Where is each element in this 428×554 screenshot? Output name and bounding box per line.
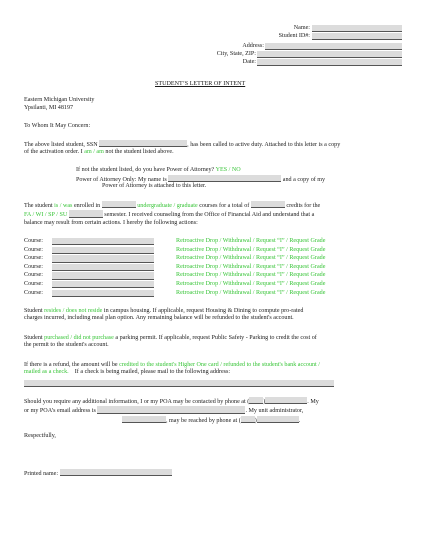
- course-action-option[interactable]: Retroactive Drop / Withdrawal / Request “I” / Request Grade: [176, 255, 326, 262]
- admin-phone-number-field[interactable]: [254, 416, 299, 425]
- printed-name-line: [24, 469, 172, 478]
- p6-text-c: . My: [307, 399, 319, 406]
- p2-text-e: semester. I received counseling from the Office of Financial Aid and understand that a: [104, 212, 315, 219]
- credits-field[interactable]: [251, 201, 285, 208]
- p4-text-b: a parking permit. If applicable, request Public Safety - Parking to credit the cost of: [115, 335, 317, 341]
- course-label: Course:: [24, 238, 43, 244]
- student-id-field[interactable]: [312, 33, 402, 40]
- poa-question-text: If not the student listed, do you have Power of Attorney?: [76, 167, 215, 173]
- p1-text-a: The above listed student, SSN: [24, 142, 98, 149]
- unit-admin-field[interactable]: [122, 416, 166, 423]
- poa-copy-text: and a copy of my: [282, 177, 326, 184]
- course-label: Course:: [24, 255, 43, 262]
- p6-text-g: ): [254, 418, 257, 425]
- p6-text-a: Should you require any additional information, I or my POA may be contacted by phone at (: [24, 399, 250, 406]
- course-action-option[interactable]: Retroactive Drop / Withdrawal / Request “I” / Request Grade: [176, 281, 326, 287]
- activation-paragraph: [24, 140, 409, 157]
- city-state-zip-field[interactable]: [257, 51, 402, 58]
- phone-number-field[interactable]: [265, 397, 307, 404]
- ssn-field[interactable]: [99, 140, 187, 147]
- housing-option[interactable]: resides / does not reside: [44, 308, 103, 314]
- course-label: Course:: [24, 289, 43, 296]
- refund-option-1[interactable]: credited to the student's Higher One card / refunded to the student's bank account /: [119, 362, 320, 368]
- contact-paragraph: [24, 397, 409, 425]
- refund-paragraph: [24, 362, 409, 376]
- course-field[interactable]: [52, 238, 154, 245]
- p1-text-b: , has been called to active duty. Attached to this letter is a copy: [187, 142, 341, 149]
- p4-text-a: Student: [24, 335, 43, 341]
- p6-text-b: ): [263, 399, 266, 406]
- p6-text-e: . My unit administrator,: [245, 408, 304, 415]
- is-was-option[interactable]: is / was: [54, 203, 73, 210]
- enrolled-field[interactable]: [102, 201, 136, 208]
- p6-text-d: or my POA’s email address is: [24, 408, 96, 415]
- p2-text-a: The student: [24, 203, 53, 210]
- poa-yes-no-option[interactable]: YES / NO: [215, 167, 241, 173]
- p2-text-c: courses for a total of: [199, 203, 250, 210]
- date-field[interactable]: [257, 59, 402, 66]
- date-label: Date:: [242, 59, 256, 65]
- am-option[interactable]: am / am: [84, 149, 104, 156]
- course-field[interactable]: [52, 255, 154, 262]
- poa-attached-line: Power of Attorney is attached to this letter.: [102, 183, 207, 189]
- name-field[interactable]: [312, 25, 402, 32]
- letter-title: STUDENT’S LETTER OF INTENT: [155, 81, 246, 87]
- course-action-option[interactable]: Retroactive Drop / Withdrawal / Request “I” / Request Grade: [176, 289, 326, 296]
- p1-text-d: not the student listed above.: [105, 149, 174, 156]
- p5-text-a: If there is a refund, the amount will be: [24, 362, 118, 368]
- poa-name-text: Power of Attorney Only: My name is: [76, 177, 167, 184]
- course-field[interactable]: [52, 290, 154, 297]
- student-id-label: Student ID#:: [278, 33, 310, 39]
- p2-text-f: balance may result from certain actions. I hereby the following actions:: [24, 219, 198, 226]
- course-field[interactable]: [52, 264, 154, 271]
- phone-area-field[interactable]: [249, 397, 266, 406]
- poa-name-field[interactable]: [168, 175, 281, 182]
- p3-text-c: charges incurred, including meal plan option. Any remaining balance will be refunded to the student's account.: [24, 315, 294, 322]
- p3-text-a: Student: [24, 308, 43, 314]
- p1-text-c: of the activation order. I: [24, 149, 83, 156]
- city-state-zip-label: City, State, ZIP:: [216, 51, 256, 57]
- p2-text-b: enrolled in: [73, 203, 101, 210]
- course-field[interactable]: [52, 272, 154, 279]
- course-label: Course:: [24, 246, 43, 253]
- printed-name-field[interactable]: [60, 469, 172, 476]
- course-field[interactable]: [52, 247, 154, 254]
- housing-paragraph: [24, 308, 409, 322]
- p6-text-f: , may be reached by phone at (: [166, 418, 241, 425]
- semester-year-field[interactable]: [69, 210, 103, 217]
- email-field[interactable]: [97, 406, 245, 413]
- p6-text-h: .: [298, 418, 301, 425]
- p5-text-b: If a check is being mailed, please mail to the following address:: [74, 369, 231, 376]
- course-action-option[interactable]: Retroactive Drop / Withdrawal / Request “I” / Request Grade: [176, 238, 326, 244]
- address-label: Address:: [242, 43, 264, 49]
- course-action-option[interactable]: Retroactive Drop / Withdrawal / Request “I” / Request Grade: [176, 263, 326, 270]
- admin-phone-area-field[interactable]: [241, 416, 255, 423]
- parking-paragraph: [24, 335, 409, 349]
- course-label: Course:: [24, 272, 43, 279]
- salutation: To Whom It May Concern:: [24, 123, 91, 129]
- level-option[interactable]: undergraduate / graduate: [137, 203, 198, 210]
- course-action-option[interactable]: Retroactive Drop / Withdrawal / Request “I” / Request Grade: [176, 272, 326, 279]
- course-label: Course:: [24, 281, 43, 287]
- closing: Respectfully,: [24, 433, 56, 439]
- p2-text-d: credits for the: [286, 203, 321, 210]
- recipient-line-2: Ypsilanti, MI 48197: [24, 105, 74, 111]
- poa-question: [76, 167, 241, 174]
- p4-text-c: the permit to the student's account.: [24, 342, 109, 349]
- parking-option[interactable]: purchased / did not purchase: [44, 335, 114, 341]
- course-label: Course:: [24, 263, 43, 270]
- course-field[interactable]: [52, 281, 154, 288]
- address-field[interactable]: [265, 43, 402, 50]
- enrollment-paragraph: [24, 201, 409, 227]
- name-label: Name:: [293, 25, 310, 31]
- recipient-line-1: Eastern Michigan University: [24, 97, 95, 103]
- printed-name-label: Printed name:: [24, 471, 59, 478]
- p3-text-b: in campus housing. If applicable, request Housing & Dining to compute pro-rated: [103, 308, 304, 314]
- course-action-option[interactable]: Retroactive Drop / Withdrawal / Request “I” / Request Grade: [176, 246, 326, 253]
- mailing-address-field[interactable]: [24, 380, 334, 387]
- semester-option[interactable]: FA / WI / SP / SU: [24, 212, 68, 219]
- refund-option-2[interactable]: mailed as a check.: [24, 369, 69, 376]
